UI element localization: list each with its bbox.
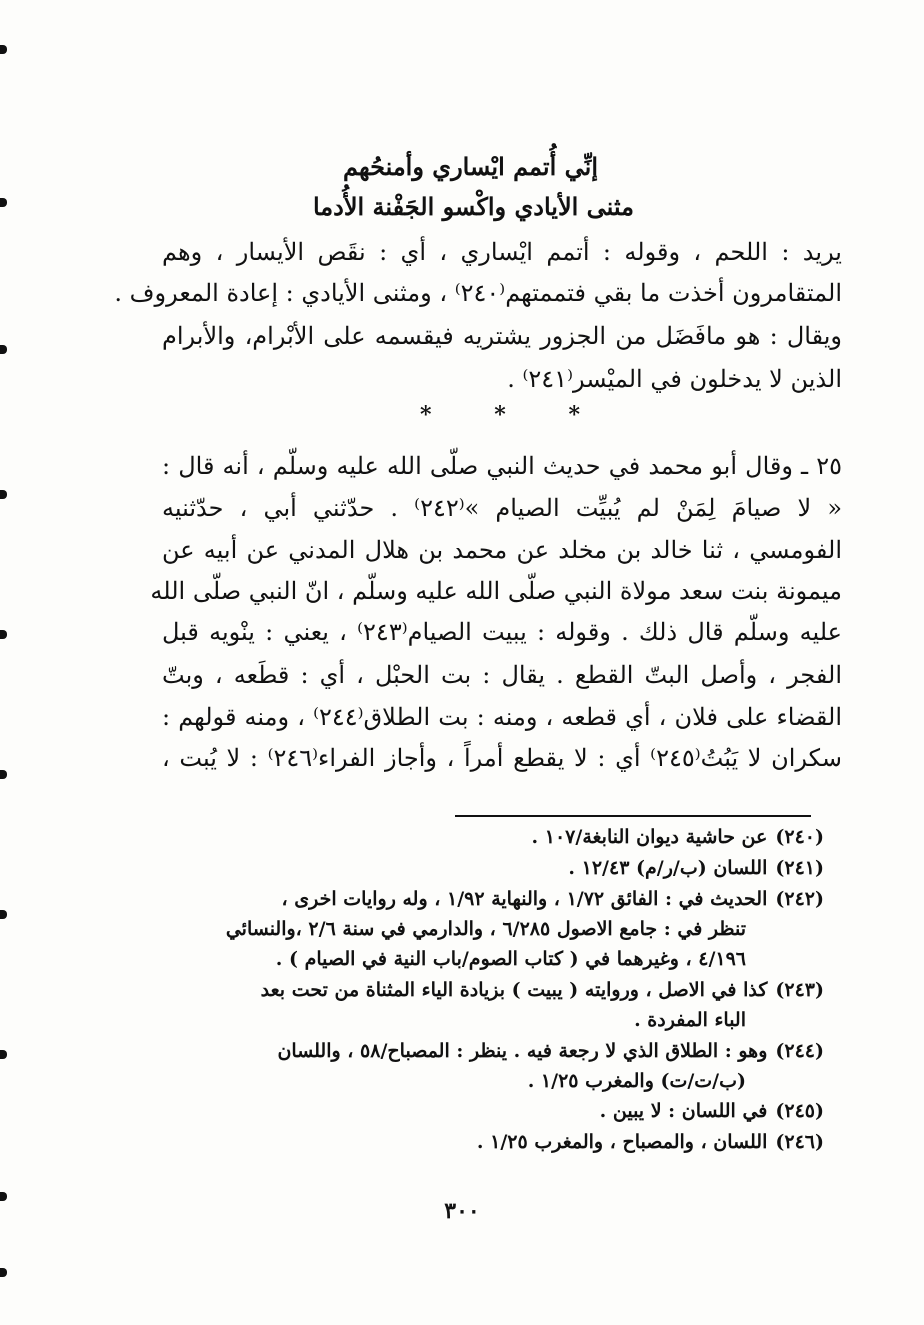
margin-mark (0, 910, 7, 919)
star-icon: * (568, 402, 580, 428)
section-line: القضاء على فلان ، أي قطعه ، ومنه : بت الطلاق⁽٢٤٤⁾ ، ومنه قولهم : (162, 703, 843, 731)
footnote-number: (٢٤٢) (775, 888, 824, 910)
footnote-243 (261, 976, 824, 1004)
footnote-text: اللسان (ب/ر/م) ١٢/٤٣ . (568, 857, 768, 879)
section-line: « لا صيامَ لِمَنْ لم يُبيِّت الصيام »⁽٢٤٢⁾ . حدّثني أبي ، حدّثنيه (162, 494, 843, 522)
verse-line-2: مثنى الأيادي واكْسو الجَفْنة الأُدما (312, 192, 634, 221)
margin-mark (0, 198, 7, 207)
footnote-rule (455, 815, 811, 817)
margin-mark (0, 490, 7, 499)
footnote-text: وهو : الطلاق الذي لا رجعة فيه . ينظر : المصباح/٥٨ ، واللسان (277, 1040, 768, 1062)
footnote-number: (٢٤٥) (775, 1100, 824, 1122)
verse-line-1: إنِّي أُتمم ايْساري وأمنحُهم (343, 152, 598, 181)
margin-mark (0, 1268, 7, 1277)
footnote-continuation: الباء المفردة . (634, 1009, 746, 1031)
footnote-246 (477, 1128, 824, 1156)
footnote-241 (568, 854, 824, 882)
footnote-245 (600, 1097, 824, 1125)
margin-mark (0, 345, 7, 354)
page-number: ٣٠٠ (444, 1198, 480, 1224)
commentary-line: ويقال : هو مافَضَل من الجزور يشتريه فيقسمه على الأبْرام، والأبرام (162, 322, 842, 350)
section-separator (420, 402, 580, 428)
footnote-text: الحديث في : الفائق ١/٧٢ ، والنهاية ١/٩٢ ، وله روايات اخرى ، (281, 888, 768, 910)
section-line: الفجر ، وأصل البتّ القطع . يقال : بت الحبْل ، أي : قطَعه ، وبتّ (162, 661, 842, 689)
footnote-continuation: تنظر في : جامع الاصول ٦/٢٨٥ ، والدارمي في سنة ٢/٦ ،والنسائي (225, 918, 746, 940)
footnote-text: كذا في الاصل ، وروايته ( يبيت ) بزيادة الياء المثناة من تحت بعد (260, 979, 768, 1001)
footnote-number: (٢٤٣) (775, 979, 824, 1001)
section-line: ٢٥ ـ وقال أبو محمد في حديث النبي صلّى الله عليه وسلّم ، أنه قال : (162, 452, 842, 480)
footnote-242 (282, 885, 824, 913)
section-line: الفومسي ، ثنا خالد بن مخلد عن محمد بن هلال المدني عن أبيه عن (162, 536, 842, 564)
footnote-240 (532, 823, 824, 851)
commentary-line: يريد : اللحم ، وقوله : أتمم ايْساري ، أي : نقَص الأيسار ، وهم (162, 238, 842, 266)
section-line: سكران لا يَبُتُ⁽٢٤٥⁾ أي : لا يقطع أمراً ، وأجاز الفراء⁽٢٤٦⁾ : لا يُبت ، (162, 744, 842, 772)
commentary-line: الذين لا يدخلون في الميْسر⁽٢٤١⁾ . (507, 365, 842, 393)
footnote-text: اللسان ، والمصباح ، والمغرب ١/٢٥ . (476, 1131, 768, 1153)
commentary-line: المتقامرون أخذت ما بقي فتممتهم⁽٢٤٠⁾ ، ومثنى الأيادي : إعادة المعروف . (114, 279, 842, 307)
margin-mark (0, 1050, 7, 1059)
margin-mark (0, 630, 7, 639)
footnote-number: (٢٤٠) (775, 826, 824, 848)
footnote-text: عن حاشية ديوان النابغة/١٠٧ . (531, 826, 768, 848)
footnote-continuation: (ب/ت/ت) والمغرب ١/٢٥ . (527, 1070, 746, 1092)
footnote-number: (٢٤١) (775, 857, 824, 879)
margin-mark (0, 770, 7, 779)
footnote-244 (277, 1037, 824, 1065)
footnote-number: (٢٤٦) (775, 1131, 824, 1153)
star-icon: * (494, 402, 506, 428)
section-line: عليه وسلّم قال ذلك . وقوله : يبيت الصيام⁽٢٤٣⁾ ، يعني : ينْويه قبل (162, 618, 842, 646)
footnote-number: (٢٤٤) (775, 1040, 824, 1062)
section-line: ميمونة بنت سعد مولاة النبي صلّى الله عليه وسلّم ، انّ النبي صلّى الله (150, 577, 842, 605)
star-icon: * (420, 402, 432, 428)
margin-mark (0, 45, 7, 54)
footnote-text: في اللسان : لا يبين . (599, 1100, 768, 1122)
footnote-continuation: ٤/١٩٦ ، وغيرهما في ( كتاب الصوم/باب النية في الصيام ) . (275, 948, 746, 970)
